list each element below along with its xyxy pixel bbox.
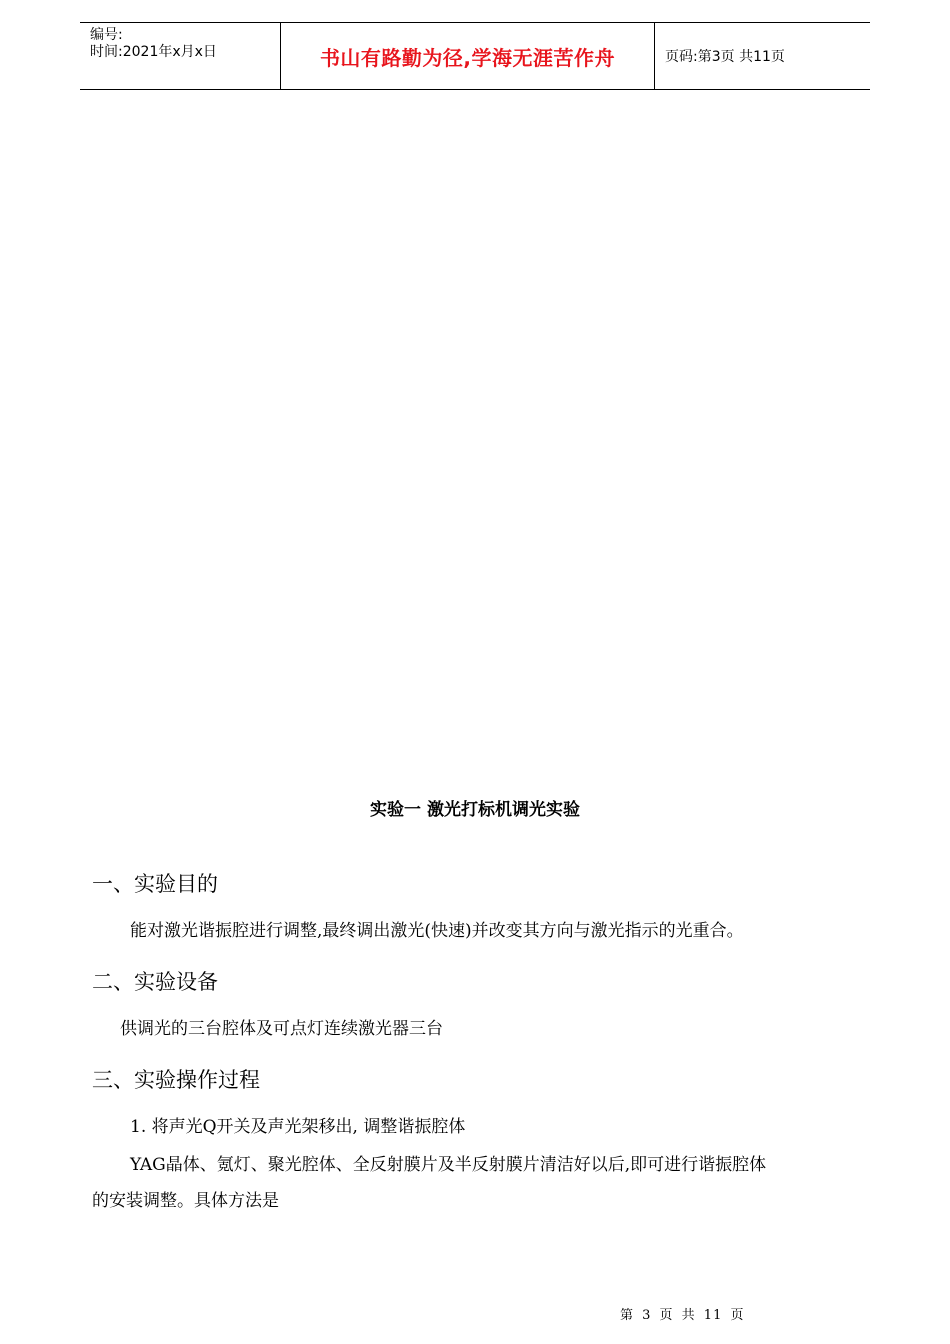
header-motto: 书山有路勤为径,学海无涯苦作舟 xyxy=(319,45,616,70)
page-header xyxy=(80,22,870,90)
section-heading-equipment: 二、实验设备 xyxy=(92,970,218,994)
section-heading-purpose: 一、实验目的 xyxy=(92,872,218,896)
serial-label: 编号: xyxy=(90,27,123,43)
procedure-paragraph-line-2: 的安装调整。具体方法是 xyxy=(92,1191,279,1211)
document-title: 实验一 激光打标机调光实验 xyxy=(370,800,580,820)
header-meta-cell xyxy=(80,23,281,89)
page-footer: 第 3 页 共 11 页 xyxy=(620,1308,745,1323)
procedure-paragraph-line-1: YAG晶体、氪灯、聚光腔体、全反射膜片及半反射膜片清洁好以后,即可进行谐振腔体 xyxy=(130,1155,767,1175)
section-heading-procedure: 三、实验操作过程 xyxy=(92,1068,260,1092)
header-motto-cell xyxy=(281,23,655,89)
header-page-info: 页码:第3页 共11页 xyxy=(665,49,785,65)
procedure-step-1: 1. 将声光Q开关及声光架移出, 调整谐振腔体 xyxy=(130,1117,466,1137)
section-equipment-text: 供调光的三台腔体及可点灯连续激光器三台 xyxy=(120,1019,443,1039)
section-purpose-text: 能对激光谐振腔进行调整,最终调出激光(快速)并改变其方向与激光指示的光重合。 xyxy=(130,921,744,941)
date-label: 时间:2021年x月x日 xyxy=(90,44,217,60)
header-page-cell xyxy=(655,23,870,89)
